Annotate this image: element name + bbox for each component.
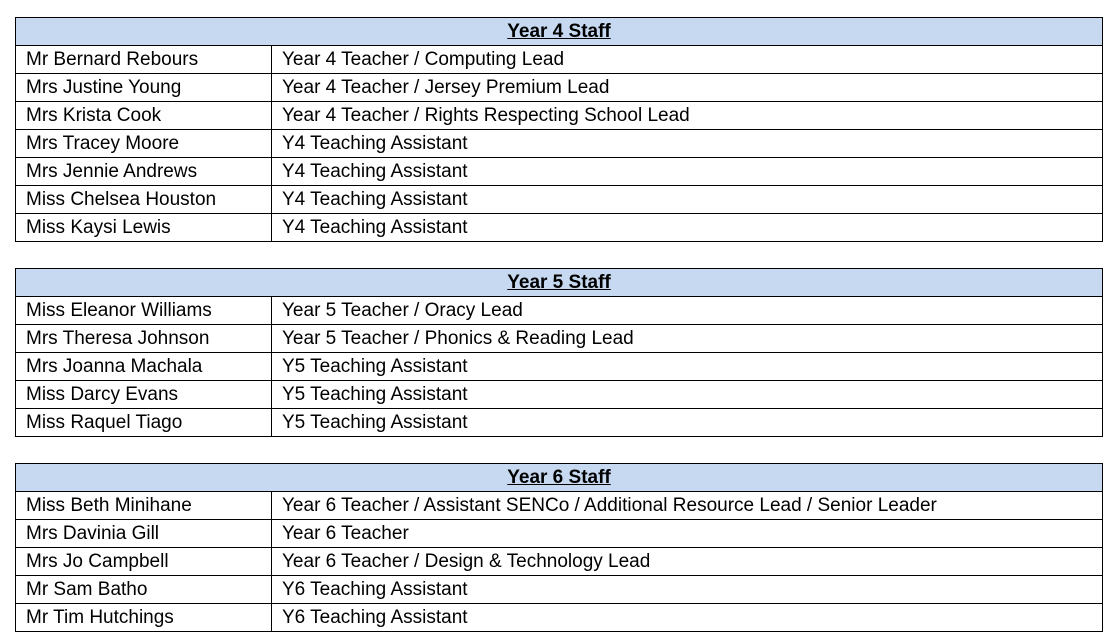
- table-row: [16, 604, 1103, 632]
- table-header-row: [16, 269, 1103, 297]
- staff-name: Miss Kaysi Lewis: [16, 214, 272, 242]
- staff-name: Mrs Tracey Moore: [16, 130, 272, 158]
- staff-name: Mr Bernard Rebours: [16, 46, 272, 74]
- staff-name: Mrs Justine Young: [16, 74, 272, 102]
- staff-name: Mrs Davinia Gill: [16, 520, 272, 548]
- staff-role: Y4 Teaching Assistant: [272, 130, 1103, 158]
- table-row: [16, 353, 1103, 381]
- staff-name: Mr Tim Hutchings: [16, 604, 272, 632]
- staff-name: Miss Darcy Evans: [16, 381, 272, 409]
- year-5-staff-table: [15, 268, 1103, 437]
- year-6-staff-table: [15, 463, 1103, 632]
- table-header-row: [16, 18, 1103, 46]
- staff-name: Mr Sam Batho: [16, 576, 272, 604]
- staff-name: Miss Chelsea Houston: [16, 186, 272, 214]
- table-row: [16, 409, 1103, 437]
- table-row: [16, 74, 1103, 102]
- table-row: [16, 520, 1103, 548]
- staff-role: Year 6 Teacher / Assistant SENCo / Additional Resource Lead / Senior Leader: [272, 492, 1103, 520]
- staff-name: Mrs Jo Campbell: [16, 548, 272, 576]
- table-row: [16, 492, 1103, 520]
- staff-role: Y5 Teaching Assistant: [272, 409, 1103, 437]
- table-row: [16, 576, 1103, 604]
- staff-name: Miss Beth Minihane: [16, 492, 272, 520]
- staff-role: Year 5 Teacher / Phonics & Reading Lead: [272, 325, 1103, 353]
- table-row: [16, 130, 1103, 158]
- table-row: [16, 46, 1103, 74]
- staff-role: Y6 Teaching Assistant: [272, 604, 1103, 632]
- staff-role: Year 6 Teacher / Design & Technology Lead: [272, 548, 1103, 576]
- table-row: [16, 325, 1103, 353]
- staff-name: Mrs Krista Cook: [16, 102, 272, 130]
- staff-role: Y6 Teaching Assistant: [272, 576, 1103, 604]
- staff-role: Year 4 Teacher / Computing Lead: [272, 46, 1103, 74]
- staff-role: Y5 Teaching Assistant: [272, 353, 1103, 381]
- table-row: [16, 102, 1103, 130]
- staff-role: Y4 Teaching Assistant: [272, 158, 1103, 186]
- staff-name: Mrs Theresa Johnson: [16, 325, 272, 353]
- table-row: [16, 381, 1103, 409]
- staff-role: Y4 Teaching Assistant: [272, 186, 1103, 214]
- table-title: Year 6 Staff: [16, 464, 1103, 492]
- table-row: [16, 297, 1103, 325]
- staff-role: Year 5 Teacher / Oracy Lead: [272, 297, 1103, 325]
- staff-role: Y5 Teaching Assistant: [272, 381, 1103, 409]
- staff-name: Mrs Jennie Andrews: [16, 158, 272, 186]
- staff-name: Miss Raquel Tiago: [16, 409, 272, 437]
- table-row: [16, 186, 1103, 214]
- table-title: Year 4 Staff: [16, 18, 1103, 46]
- year-4-staff-table: [15, 17, 1103, 242]
- table-row: [16, 214, 1103, 242]
- staff-role: Year 4 Teacher / Jersey Premium Lead: [272, 74, 1103, 102]
- table-row: [16, 158, 1103, 186]
- staff-name: Mrs Joanna Machala: [16, 353, 272, 381]
- table-header-row: [16, 464, 1103, 492]
- staff-role: Year 6 Teacher: [272, 520, 1103, 548]
- table-row: [16, 548, 1103, 576]
- staff-role: Y4 Teaching Assistant: [272, 214, 1103, 242]
- staff-role: Year 4 Teacher / Rights Respecting School Lead: [272, 102, 1103, 130]
- table-title: Year 5 Staff: [16, 269, 1103, 297]
- staff-name: Miss Eleanor Williams: [16, 297, 272, 325]
